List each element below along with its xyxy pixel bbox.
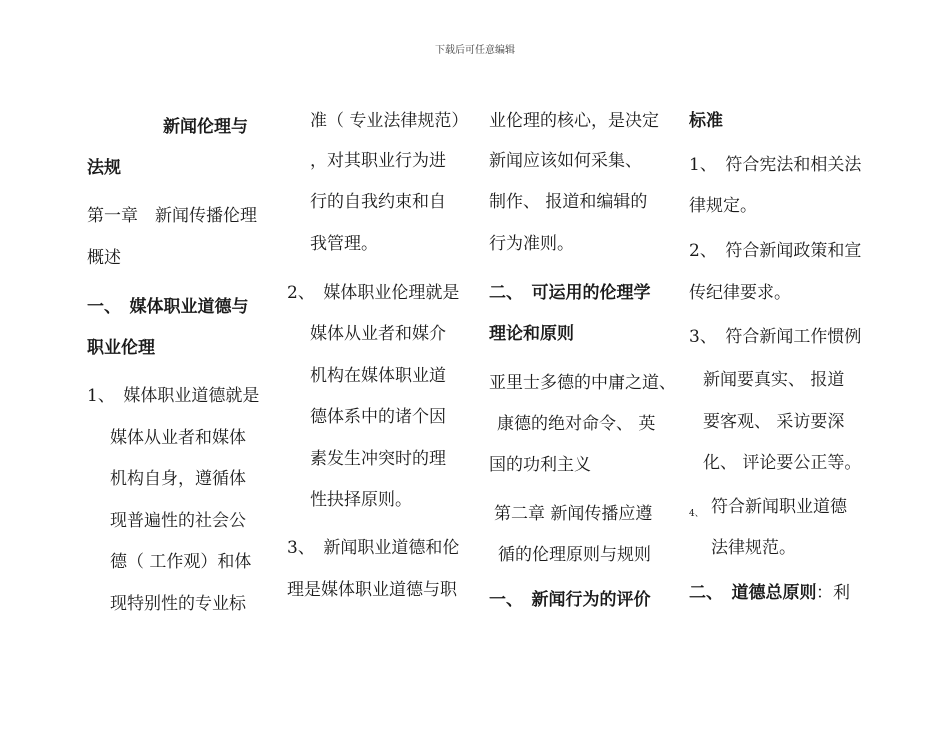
paragraph-line: 符合新闻职业道德	[711, 497, 847, 517]
title-line-1: 新闻伦理与	[163, 117, 248, 137]
paragraph-line: 1、 符合宪法和相关法	[689, 155, 862, 175]
paragraph-line: 法律规范。	[711, 538, 796, 558]
paragraph-line: 机构在媒体职业道	[310, 366, 446, 386]
section-heading: 一、 新闻行为的评价	[489, 590, 651, 610]
paragraph-line: 我管理。	[310, 234, 378, 254]
section-heading-cont: 职业伦理	[87, 338, 155, 358]
paragraph-line: 3、 新闻职业道德和伦	[287, 538, 460, 558]
paragraph-line: 现普遍性的社会公	[110, 511, 246, 531]
paragraph-line: 国的功利主义	[489, 455, 591, 475]
paragraph-line: 行为准则。	[489, 234, 574, 254]
paragraph-line: 机构自身，遵循体	[110, 469, 246, 489]
paragraph-line: 亚里士多德的中庸之道、	[489, 373, 676, 393]
paragraph-line: 媒体从业者和媒体	[110, 428, 246, 448]
section-heading-cont: 理论和原则	[489, 324, 574, 344]
paragraph-line: 德（ 工作观）和体	[110, 552, 252, 572]
paragraph-line: 准（ 专业法律规范）	[310, 111, 469, 131]
chapter-heading-cont: 概述	[87, 248, 121, 268]
page-header: 下载后可任意编辑	[435, 45, 515, 56]
paragraph-line: ，对其职业行为进	[310, 151, 446, 171]
section-heading: 二、 道德总原则	[689, 583, 817, 603]
paragraph-line: 媒体从业者和媒介	[310, 324, 446, 344]
section-heading: 二、 可运用的伦理学	[489, 283, 651, 303]
paragraph-line: 业伦理的核心，是决定	[489, 111, 659, 131]
paragraph-line: 素发生冲突时的理	[310, 449, 446, 469]
section-heading-cont: 标准	[689, 111, 723, 131]
paragraph-line: 2、 媒体职业伦理就是	[287, 283, 460, 303]
paragraph-line: 制作、 报道和编辑的	[489, 192, 648, 212]
paragraph-line: 行的自我约束和自	[310, 192, 446, 212]
paragraph-line: 德体系中的诸个因	[310, 407, 446, 427]
title-line-2: 法规	[87, 158, 121, 178]
paragraph-line: 3、 符合新闻工作惯例	[689, 327, 862, 347]
chapter-heading: 第二章 新闻传播应遵	[494, 504, 653, 524]
paragraph-line: 要客观、 采访要深	[703, 412, 845, 432]
paragraph-line: 传纪律要求。	[689, 283, 791, 303]
paragraph-line: 1、 媒体职业道德就是	[87, 386, 260, 406]
paragraph-line: 2、 符合新闻政策和宣	[689, 241, 862, 261]
chapter-heading: 第一章 新闻传播伦理	[87, 206, 257, 226]
paragraph-line: 新闻要真实、 报道	[703, 370, 845, 390]
paragraph-line: 化、 评论要公正等。	[703, 453, 862, 473]
section-heading: 一、 媒体职业道德与	[87, 297, 249, 317]
paragraph-line: 性抉择原则。	[310, 490, 412, 510]
list-marker: 4、	[689, 509, 704, 519]
paragraph-line: 现特别性的专业标	[110, 594, 246, 614]
paragraph-line: 新闻应该如何采集、	[489, 151, 642, 171]
chapter-heading-cont: 循的伦理原则与规则	[498, 545, 651, 565]
paragraph-line: 康德的绝对命令、 英	[497, 414, 656, 434]
paragraph-line: 律规定。	[689, 196, 757, 216]
paragraph-line: 理是媒体职业道德与职	[287, 580, 457, 600]
paragraph-line: ：利	[816, 583, 850, 603]
